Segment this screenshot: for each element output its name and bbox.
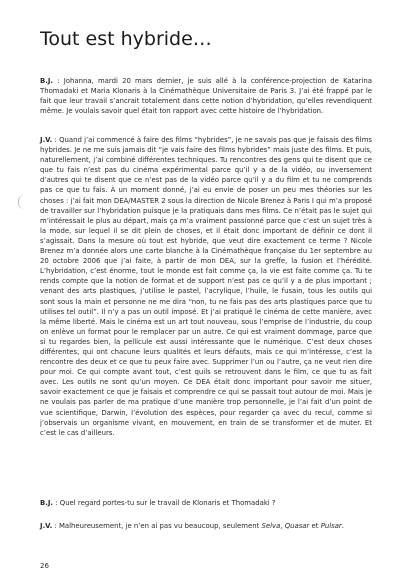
page-number: 26: [40, 562, 49, 570]
speaker-label: B.J.: [40, 499, 54, 507]
separator: et: [309, 522, 321, 530]
film-title-pulsar: Pulsar: [320, 522, 342, 530]
film-title-selva: Selva: [261, 522, 281, 530]
paragraph-jv-answer-1: [40, 135, 372, 438]
speaker-label: J.V.: [40, 522, 53, 530]
paragraph-jv-answer-2: [40, 521, 372, 531]
paragraph-bj-question-1: [40, 76, 372, 116]
separator: ,: [280, 522, 285, 530]
film-title-quasar: Quasar: [284, 522, 310, 530]
speaker-label: J.V.: [40, 136, 53, 144]
paragraph-text: : Malheureusement, je n’en ai pas vu beaucoup, seulement: [52, 522, 262, 530]
article-title: Tout est hybride…: [40, 28, 212, 50]
paragraph-text: : Quel regard portes-tu sur le travail de Klonaris et Thomadaki ?: [53, 499, 276, 507]
margin-bracket-mark: [18, 195, 25, 209]
paragraph-text: : Johanna, mardi 20 mars dernier, je suis allé à la conférence-projection de Katarina Thomadaki et Maria Klonaris à la Cinémathèque Universitaire de Paris 3. J’ai été frappé par le fait que leur travail s’ancrait totalement dans cette notion d’hybridation, qu’elles revendiquent même. Je voulais savoir quel était ton rapport avec cette histoire de l’hybridation.: [40, 77, 372, 116]
sentence-end: .: [341, 522, 344, 530]
speaker-label: B.J.: [40, 77, 54, 85]
paragraph-bj-question-2: [40, 498, 372, 508]
paragraph-text: : Quand j’ai commencé à faire des films “hybrides”, je ne savais pas que je faisais des films hybrides. Je ne me suis jamais dit “je vais faire des films hybrides” mais juste des films. Et puis, naturellement, j’ai combiné différentes techniques. Tu rencontres des gens qui te disent que ce que tu fais n’est pas du cinéma expérimental parce qu’il y a de la vidéo, ou inversement d’autres qui te disent que ce n’est pas de la vidéo parce qu’il y a du film et tu ne comprends pas ce que tu fais. À un moment donné, j’ai eu envie de poser un peu mes théories sur les choses : j’ai fait mon DEA/MASTER 2 sous la direction de Nicole Brenez à Paris I qui m’a proposé de travailler sur l’hybridation puisque je la pratiquais dans mes films. Ce n’était pas le sujet qui m’intéressait le plus au départ, mais ça m’a vraiment passionné parce que c’est un sujet très à la mode, sur lequel il se dit plein de choses, et il était donc important de définir ce dont il s’agissait. Dans la mesure où tout est hybride, que veut dire exactement ce terme ? Nicole Brenez m’a donnée alors une carte blanche à la Cinémathèque française du 1er septembre au 20 octobre 2006 que j’ai faite, à partir de mon DEA, sur la greffe, la fusion et l’hérédité. L’hybridation, c’est énorme, tout le monde est fait comme ça, la vie est faite comme ça. Tu te rends compte que la notion de format et de support n’est pas ce qu’il y a de plus important ; venant des arts plastiques, j’utilise le pastel, l’acrylique, l’huile, le fusain, tous les outils qui sont sous la main et personne ne me dira “non, tu ne fais pas des arts plastiques parce que tu utilises tel outil”. Il n’y a pas un outil imposé. Et j’ai pratiqué le cinéma de cette manière, avec la même liberté. Mais le cinéma est un art tout nouveau, sous l’emprise de l’industrie, du coup on enlève un format pour le remplacer par un autre. Ce qui est vraiment dommage, parce que si tu regardes bien, la pellicule est aussi intéressante que le numérique. C’est deux choses différentes, qui ont chacune leurs qualités et leurs défauts, mais ce qui m’intéresse, c’est la rencontre des deux et ce que tu peux faire avec. Supprimer l’un ou l’autre, ça ne veut rien dire pour moi. Ce qui compte avant tout, c’est quils se retrouvent dans le film, ce que tu as fait avec. Les outils ne sont qu’un moyen. Ce DEA était donc important pour savoir me situer, savoir exactement ce que je faisais et comprendre ce qui se passait tout autour de moi. Mais je ne voulais pas parler de ma pratique d’une manière trop personnelle, je l’ai fait d’un point de vue scientifique, Darwin, l’évolution des espèces, pour regarder ça avec du recul, comme si j’observais un organisme vivant, en mouvement, en train de se transformer et de muter. Et c’est le cas d’ailleurs.: [40, 136, 372, 437]
